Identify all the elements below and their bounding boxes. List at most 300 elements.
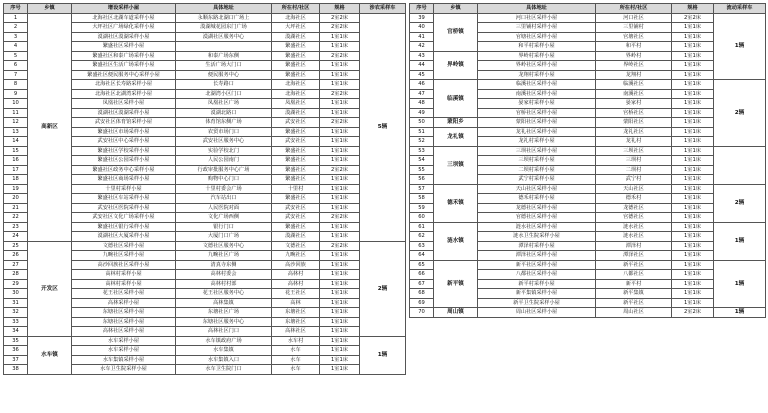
address-cell: 高林村委会 xyxy=(176,270,272,280)
row-number: 57 xyxy=(410,184,434,194)
address-cell: 界岭社区采样小屋 xyxy=(478,61,596,71)
address-cell: 北湖湾小区门口 xyxy=(176,89,272,99)
sampling-site-cell: 花王社区采样小屋 xyxy=(72,289,176,299)
spec-cell: 1室1床 xyxy=(320,99,360,109)
address-cell: 官塘社区采样小屋 xyxy=(478,32,596,42)
community-cell: 武安社区 xyxy=(272,203,320,213)
spec-cell: 2室2床 xyxy=(320,165,360,175)
address-cell: 界岭村采样小屋 xyxy=(478,51,596,61)
table-row xyxy=(4,336,406,346)
row-number: 68 xyxy=(410,289,434,299)
address-cell: 新平社区采样小屋 xyxy=(478,260,596,270)
row-number: 42 xyxy=(410,42,434,52)
community-cell: 界岭社区 xyxy=(596,61,672,71)
sampling-site-cell: 高林采样小屋 xyxy=(72,298,176,308)
community-cell: 三里铺村 xyxy=(596,23,672,33)
community-cell: 官德社区 xyxy=(596,213,672,223)
community-cell: 高林村 xyxy=(272,270,320,280)
sampling-site-cell: 繁盛社区商场采样小屋 xyxy=(72,175,176,185)
address-cell: 三里铺村采样小屋 xyxy=(478,23,596,33)
row-number: 27 xyxy=(4,260,28,270)
address-cell: 东塘社区服务中心 xyxy=(176,317,272,327)
spec-cell: 1室1床 xyxy=(320,222,360,232)
row-number: 16 xyxy=(4,156,28,166)
row-number: 36 xyxy=(4,346,28,356)
community-cell: 周山社区 xyxy=(596,308,672,318)
sampling-site-cell: 漠湖社区漠湖采样小屋 xyxy=(72,108,176,118)
sampling-site-cell: 大坪社区广场绿化采样小屋 xyxy=(72,23,176,33)
spec-cell: 1室1床 xyxy=(672,270,714,280)
spec-cell: 1室1床 xyxy=(320,32,360,42)
row-number: 43 xyxy=(410,51,434,61)
sampling-site-cell: 水车采样小屋 xyxy=(72,346,176,356)
community-cell: 潭泽社区 xyxy=(596,251,672,261)
spec-cell: 1室1床 xyxy=(672,289,714,299)
row-number: 32 xyxy=(4,308,28,318)
address-cell: 武安社区服务中心 xyxy=(176,137,272,147)
community-cell: 武宁村 xyxy=(596,175,672,185)
row-number: 38 xyxy=(4,365,28,375)
address-cell: 潭泽村采样小屋 xyxy=(478,241,596,251)
row-number: 46 xyxy=(410,80,434,90)
row-number: 62 xyxy=(410,232,434,242)
address-cell: 漠湖北路口 xyxy=(176,108,272,118)
community-cell: 河口社区 xyxy=(596,13,672,23)
row-number: 51 xyxy=(410,127,434,137)
row-number: 54 xyxy=(410,156,434,166)
address-cell: 漠湖城花园东门广场 xyxy=(176,23,272,33)
community-cell: 漠湖社区 xyxy=(272,232,320,242)
right-header-cell: 具体地址 xyxy=(478,4,596,14)
row-number: 13 xyxy=(4,127,28,137)
spec-cell: 1室1床 xyxy=(320,336,360,346)
address-cell: 和平村采样小屋 xyxy=(478,42,596,52)
address-cell: 官德社区采样小屋 xyxy=(478,213,596,223)
row-number: 8 xyxy=(4,80,28,90)
community-cell: 漠湖社区 xyxy=(272,108,320,118)
truck-count-cell xyxy=(714,146,766,184)
address-cell: 二坝村采样小屋 xyxy=(478,165,596,175)
address-cell: 蒙阳社区采样小屋 xyxy=(478,118,596,128)
spec-cell: 1室1床 xyxy=(320,108,360,118)
community-cell: 晏家村 xyxy=(596,99,672,109)
table-row xyxy=(410,146,766,156)
spec-cell: 1室1床 xyxy=(672,42,714,52)
row-number: 10 xyxy=(4,99,28,109)
spec-cell: 1室1床 xyxy=(672,89,714,99)
township-cell: 德禾镇 xyxy=(434,184,478,222)
truck-count-cell: 1辆 xyxy=(714,308,766,318)
address-cell xyxy=(176,42,272,52)
community-cell: 繁盛社区 xyxy=(272,194,320,204)
table-row xyxy=(410,308,766,318)
left-sampling-table xyxy=(3,3,406,375)
spec-cell: 2室2床 xyxy=(320,23,360,33)
row-number: 39 xyxy=(410,13,434,23)
community-cell: 新平集镇 xyxy=(596,289,672,299)
spec-cell: 1室1床 xyxy=(672,51,714,61)
community-cell: 花王社区 xyxy=(272,289,320,299)
spec-cell: 1室1床 xyxy=(672,222,714,232)
community-cell: 武安社区 xyxy=(272,137,320,147)
row-number: 41 xyxy=(410,32,434,42)
truck-count-cell: 1辆 xyxy=(714,13,766,80)
community-cell: 繁盛社区 xyxy=(272,165,320,175)
spec-cell: 2室2床 xyxy=(672,308,714,318)
address-cell: 行政审批服务中心广场 xyxy=(176,165,272,175)
spec-cell: 1室1床 xyxy=(320,279,360,289)
sampling-site-cell: 高林村采样小屋 xyxy=(72,279,176,289)
spec-cell: 2室2床 xyxy=(672,13,714,23)
community-cell: 水车村 xyxy=(272,336,320,346)
spec-cell: 1室1床 xyxy=(672,156,714,166)
address-cell: 花王社区服务中心 xyxy=(176,289,272,299)
spec-cell: 1室1床 xyxy=(320,289,360,299)
row-number: 14 xyxy=(4,137,28,147)
sampling-site-cell: 东塘社区采样小屋 xyxy=(72,317,176,327)
spec-cell: 2室2床 xyxy=(320,241,360,251)
community-cell: 繁盛社区 xyxy=(272,146,320,156)
address-cell: 水车镇政府广场 xyxy=(176,336,272,346)
spec-cell: 1室1床 xyxy=(320,260,360,270)
community-cell: 高林 xyxy=(272,298,320,308)
spec-cell: 2室2床 xyxy=(320,118,360,128)
row-number: 66 xyxy=(410,270,434,280)
sampling-site-cell: 北海社区长寿路采样小屋 xyxy=(72,80,176,90)
community-cell: 龙德社区 xyxy=(596,203,672,213)
row-number: 3 xyxy=(4,32,28,42)
row-number: 15 xyxy=(4,146,28,156)
township-cell: 周山镇 xyxy=(434,308,478,318)
row-number: 48 xyxy=(410,99,434,109)
spec-cell: 2室2床 xyxy=(320,13,360,23)
spec-cell: 2室2床 xyxy=(320,213,360,223)
community-cell: 北海社区 xyxy=(272,80,320,90)
address-cell: 十里村委会广场 xyxy=(176,184,272,194)
table-row xyxy=(410,118,766,128)
community-cell: 水车 xyxy=(272,355,320,365)
row-number: 11 xyxy=(4,108,28,118)
row-number: 60 xyxy=(410,213,434,223)
sampling-site-cell: 高林村采样小屋 xyxy=(72,270,176,280)
right-header-row xyxy=(410,4,766,14)
table-row xyxy=(410,127,766,137)
row-number: 31 xyxy=(4,298,28,308)
truck-count-cell: 5辆 xyxy=(360,13,406,241)
community-cell: 新平社区 xyxy=(596,298,672,308)
address-cell: 人民医院对面 xyxy=(176,203,272,213)
table-row xyxy=(4,241,406,251)
row-number: 2 xyxy=(4,23,28,33)
spec-cell: 1室1床 xyxy=(320,317,360,327)
spec-cell: 1室1床 xyxy=(320,270,360,280)
table-row xyxy=(4,13,406,23)
community-cell: 龙礼村 xyxy=(596,137,672,147)
sampling-site-cell: 凤凰社区采样小屋 xyxy=(72,99,176,109)
row-number: 1 xyxy=(4,13,28,23)
row-number: 25 xyxy=(4,241,28,251)
right-header-cell: 流动采样车 xyxy=(714,4,766,14)
sampling-site-cell: 高林社区采样小屋 xyxy=(72,327,176,337)
address-cell: 购物中心门口 xyxy=(176,175,272,185)
spec-cell: 1室1床 xyxy=(320,70,360,80)
community-cell: 官塘社区 xyxy=(596,32,672,42)
township-cell: 龙礼镇 xyxy=(434,127,478,146)
community-cell: 繁盛社区 xyxy=(272,42,320,52)
address-cell: 人民公园南门 xyxy=(176,156,272,166)
community-cell: 和平村 xyxy=(596,42,672,52)
sampling-site-cell: 武安社区体育馆采样小屋 xyxy=(72,118,176,128)
spec-cell: 1室1床 xyxy=(320,127,360,137)
spec-cell: 1室1床 xyxy=(672,137,714,147)
truck-count-cell: 1辆 xyxy=(714,222,766,260)
spec-cell: 1室1床 xyxy=(320,61,360,71)
address-cell: 漠湖社区服务中心 xyxy=(176,32,272,42)
spec-cell: 1室1床 xyxy=(672,194,714,204)
row-number: 22 xyxy=(4,213,28,223)
row-number: 19 xyxy=(4,184,28,194)
community-cell: 南溪社区 xyxy=(596,89,672,99)
address-cell: 龙礼社区采样小屋 xyxy=(478,127,596,137)
table-row xyxy=(410,184,766,194)
table-row xyxy=(410,13,766,23)
community-cell: 凤凰社区 xyxy=(272,99,320,109)
community-cell: 三坝社区 xyxy=(596,146,672,156)
address-cell: 大厦门口广场 xyxy=(176,232,272,242)
row-number: 6 xyxy=(4,61,28,71)
truck-count-cell: 2辆 xyxy=(714,80,766,147)
spec-cell: 1室1床 xyxy=(320,346,360,356)
spec-cell: 1室1床 xyxy=(320,156,360,166)
community-cell: 涟水社区 xyxy=(596,232,672,242)
address-cell: 清真寺东侧 xyxy=(176,260,272,270)
spec-cell: 1室1床 xyxy=(672,32,714,42)
row-number: 50 xyxy=(410,118,434,128)
address-cell: 武宁村采样小屋 xyxy=(478,175,596,185)
row-number: 40 xyxy=(410,23,434,33)
address-cell: 九畹社区广场 xyxy=(176,251,272,261)
spec-cell: 1室1床 xyxy=(320,80,360,90)
sampling-site-cell: 繁盛社区车站采样小屋 xyxy=(72,194,176,204)
row-number: 17 xyxy=(4,165,28,175)
row-number: 30 xyxy=(4,289,28,299)
truck-count-cell: 1辆 xyxy=(360,336,406,374)
address-cell: 高林村村部 xyxy=(176,279,272,289)
spec-cell: 1室1床 xyxy=(672,184,714,194)
community-cell: 北海社区 xyxy=(272,13,320,23)
community-cell: 繁盛社区 xyxy=(272,127,320,137)
community-cell: 德禾村 xyxy=(596,194,672,204)
spec-cell: 1室1床 xyxy=(320,203,360,213)
row-number: 24 xyxy=(4,232,28,242)
address-cell: 生活广场大门口 xyxy=(176,61,272,71)
community-cell: 八都社区 xyxy=(596,270,672,280)
address-cell: 体育馆东侧广场 xyxy=(176,118,272,128)
sampling-site-cell: 繁盛社区采样小屋 xyxy=(72,42,176,52)
address-cell: 新平集镇采样小屋 xyxy=(478,289,596,299)
spec-cell: 1室1床 xyxy=(672,298,714,308)
township-cell: 蒙阳乡 xyxy=(434,118,478,128)
row-number: 65 xyxy=(410,260,434,270)
community-cell: 武安社区 xyxy=(272,118,320,128)
sampling-station-document xyxy=(3,3,765,409)
spec-cell: 1室1床 xyxy=(672,241,714,251)
row-number: 12 xyxy=(4,118,28,128)
right-header-cell: 乡镇 xyxy=(434,4,478,14)
community-cell: 官桥社区 xyxy=(596,108,672,118)
address-cell: 长寿路口 xyxy=(176,80,272,90)
spec-cell: 1室1床 xyxy=(320,365,360,375)
community-cell: 三坝村 xyxy=(596,156,672,166)
address-cell: 潭泽社区采样小屋 xyxy=(478,251,596,261)
row-number: 44 xyxy=(410,61,434,71)
row-number: 28 xyxy=(4,270,28,280)
township-cell: 三坝镇 xyxy=(434,146,478,184)
left-header-cell: 所在村/社区 xyxy=(272,4,320,14)
sampling-site-cell: 水车采样小屋 xyxy=(72,336,176,346)
community-cell: 繁盛社区 xyxy=(272,61,320,71)
row-number: 20 xyxy=(4,194,28,204)
community-cell: 天山社区 xyxy=(596,184,672,194)
address-cell: 龙翔村采样小屋 xyxy=(478,70,596,80)
address-cell: 河口社区采样小屋 xyxy=(478,13,596,23)
sampling-site-cell: 北海社区北湖车道采样小屋 xyxy=(72,13,176,23)
left-header-row xyxy=(4,4,406,14)
right-header-cell: 序号 xyxy=(410,4,434,14)
community-cell: 繁盛社区 xyxy=(272,156,320,166)
township-cell: 水车镇 xyxy=(28,336,72,374)
township-cell: 高新区 xyxy=(28,13,72,241)
address-cell: 八都社区采样小屋 xyxy=(478,270,596,280)
address-cell: 实验学校北门 xyxy=(176,146,272,156)
township-cell: 官桥镇 xyxy=(434,13,478,51)
address-cell: 临溪社区采样小屋 xyxy=(478,80,596,90)
community-cell: 繁盛社区 xyxy=(272,175,320,185)
sampling-site-cell: 武安社区中心采样小屋 xyxy=(72,137,176,147)
table-row xyxy=(410,51,766,61)
community-cell: 龙礼社区 xyxy=(596,127,672,137)
sampling-site-cell: 水车集镇采样小屋 xyxy=(72,355,176,365)
community-cell: 界岭村 xyxy=(596,51,672,61)
address-cell: 德禾村采样小屋 xyxy=(478,194,596,204)
spec-cell: 1室1床 xyxy=(672,118,714,128)
spec-cell: 1室1床 xyxy=(672,70,714,80)
sampling-site-cell: 繁盛社区和泰广场采样小屋 xyxy=(72,51,176,61)
address-cell: 新平卫生院采样小屋 xyxy=(478,298,596,308)
spec-cell: 1室1床 xyxy=(672,127,714,137)
row-number: 47 xyxy=(410,89,434,99)
row-number: 69 xyxy=(410,298,434,308)
row-number: 70 xyxy=(410,308,434,318)
right-sampling-table xyxy=(409,3,766,318)
community-cell: 繁盛社区 xyxy=(272,222,320,232)
left-header-cell: 序号 xyxy=(4,4,28,14)
township-cell: 涟水镇 xyxy=(434,222,478,260)
address-cell: 龙礼村采样小屋 xyxy=(478,137,596,147)
row-number: 49 xyxy=(410,108,434,118)
spec-cell: 1室1床 xyxy=(672,80,714,90)
spec-cell: 1室1床 xyxy=(672,203,714,213)
community-cell: 文德社区 xyxy=(272,241,320,251)
table-row xyxy=(410,260,766,270)
right-header-cell: 所在村/社区 xyxy=(596,4,672,14)
row-number: 29 xyxy=(4,279,28,289)
table-row xyxy=(410,222,766,232)
row-number: 45 xyxy=(410,70,434,80)
community-cell: 北海社区 xyxy=(272,89,320,99)
community-cell: 繁盛社区 xyxy=(272,51,320,61)
township-cell: 临溪镇 xyxy=(434,80,478,118)
community-cell: 二坝村 xyxy=(596,165,672,175)
address-cell: 涟水卫生院采样小屋 xyxy=(478,232,596,242)
community-cell: 东塘社区 xyxy=(272,308,320,318)
sampling-site-cell: 繁盛社区公园采样小屋 xyxy=(72,156,176,166)
address-cell: 银行门口 xyxy=(176,222,272,232)
spec-cell: 1室1床 xyxy=(672,99,714,109)
spec-cell: 1室1床 xyxy=(672,279,714,289)
address-cell: 周山社区采样小屋 xyxy=(478,308,596,318)
community-cell: 漠湖社区 xyxy=(272,32,320,42)
sampling-site-cell: 水车卫生院采样小屋 xyxy=(72,365,176,375)
sampling-site-cell: 高沙回族社区采样小屋 xyxy=(72,260,176,270)
sampling-site-cell: 繁盛社区银行采样小屋 xyxy=(72,222,176,232)
township-cell: 界岭镇 xyxy=(434,51,478,80)
address-cell: 永顺东路北湖口广场上 xyxy=(176,13,272,23)
community-cell: 新平社区 xyxy=(596,260,672,270)
sampling-site-cell: 漠湖社区漠湖采样小屋 xyxy=(72,32,176,42)
address-cell: 官桥社区采样小屋 xyxy=(478,108,596,118)
spec-cell: 2室2床 xyxy=(320,89,360,99)
community-cell: 水车 xyxy=(272,346,320,356)
sampling-site-cell: 武安社区医院采样小屋 xyxy=(72,203,176,213)
address-cell: 水车集镇 xyxy=(176,346,272,356)
community-cell: 大坪社区 xyxy=(272,23,320,33)
row-number: 63 xyxy=(410,241,434,251)
row-number: 5 xyxy=(4,51,28,61)
spec-cell: 1室1床 xyxy=(320,42,360,52)
spec-cell: 1室1床 xyxy=(672,108,714,118)
spec-cell: 1室1床 xyxy=(320,308,360,318)
truck-count-cell: 1辆 xyxy=(714,260,766,308)
township-cell: 开发区 xyxy=(28,241,72,336)
row-number: 37 xyxy=(4,355,28,365)
spec-cell: 1室1床 xyxy=(320,251,360,261)
address-cell: 文德社区服务中心 xyxy=(176,241,272,251)
sampling-site-cell: 繁盛社区政务中心采样小屋 xyxy=(72,165,176,175)
community-cell: 武安社区 xyxy=(272,213,320,223)
left-header-cell: 具体地址 xyxy=(176,4,272,14)
address-cell: 三坝村采样小屋 xyxy=(478,156,596,166)
community-cell: 繁盛社区 xyxy=(272,70,320,80)
community-cell: 新平村 xyxy=(596,279,672,289)
address-cell: 农贸市场门口 xyxy=(176,127,272,137)
sampling-site-cell: 北海社区北湖湾采样小屋 xyxy=(72,89,176,99)
row-number: 58 xyxy=(410,194,434,204)
row-number: 56 xyxy=(410,175,434,185)
address-cell: 新平村采样小屋 xyxy=(478,279,596,289)
address-cell: 水车卫生院门口 xyxy=(176,365,272,375)
row-number: 61 xyxy=(410,222,434,232)
row-number: 34 xyxy=(4,327,28,337)
right-header-cell: 规格 xyxy=(672,4,714,14)
row-number: 23 xyxy=(4,222,28,232)
address-cell: 汽车站出口 xyxy=(176,194,272,204)
sampling-site-cell: 繁盛社区便民服务中心采样小屋 xyxy=(72,70,176,80)
spec-cell: 1室1床 xyxy=(320,298,360,308)
address-cell: 龙德社区采样小屋 xyxy=(478,203,596,213)
left-header-cell: 乡镇 xyxy=(28,4,72,14)
spec-cell: 1室1床 xyxy=(320,137,360,147)
